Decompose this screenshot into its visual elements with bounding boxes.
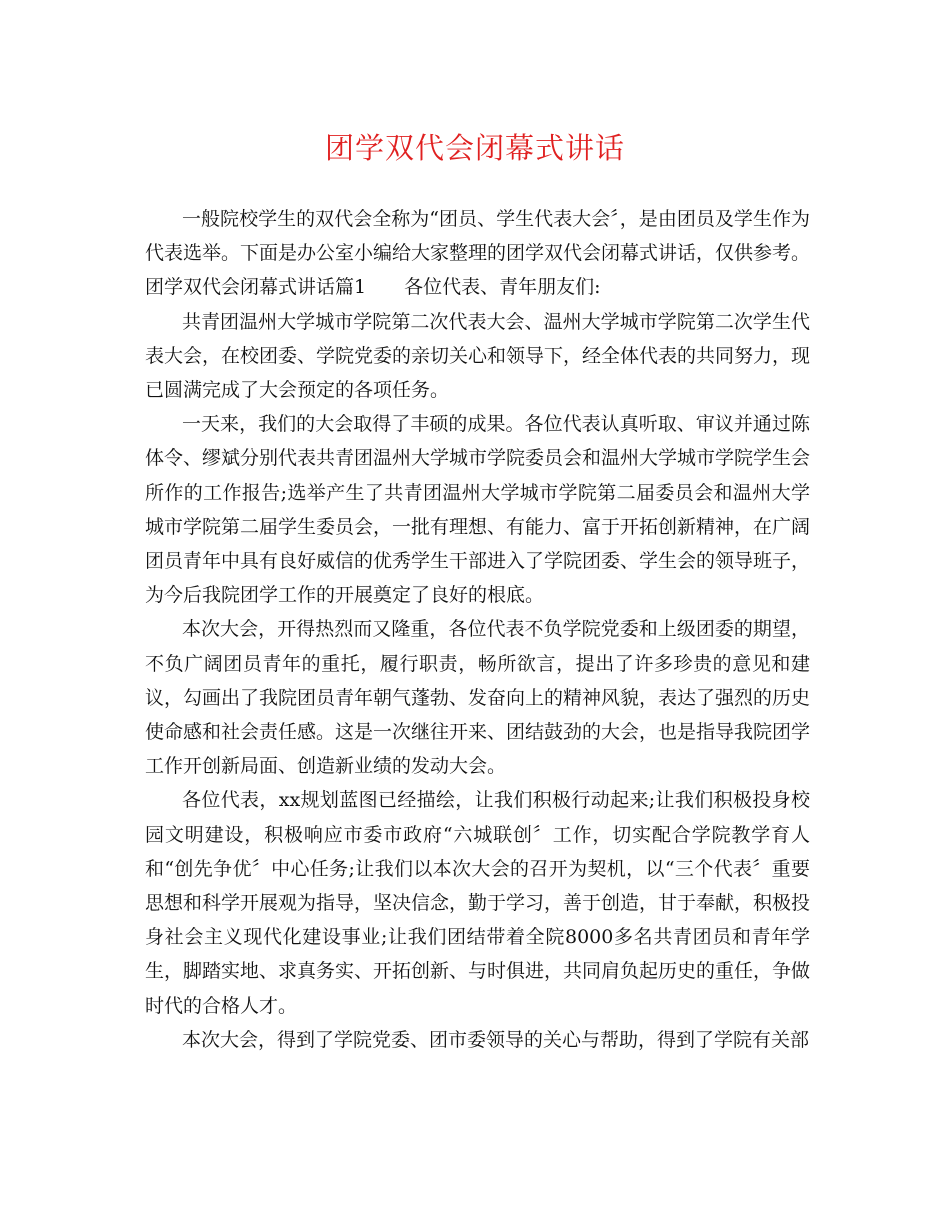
intro-paragraph: 一般院校学生的双代会全称为“团员、学生代表大会〞，是由团员及学生作为代表选举。下面是办公室小编给大家整理的团学双代会闭幕式讲话，仅供参考。 xyxy=(145,208,811,265)
body-paragraph: 一天来，我们的大会取得了丰硕的成果。各位代表认真听取、审议并通过陈体令、缪斌分别代表共青团温州大学城市学院委员会和温州大学城市学院学生会所作的工作报告;选举产生了共青团温州大学城市学院第二届委员会和温州大学城市学院第二届学生委员会，一批有理想、有能力、富于开拓创新精神，在广阔团员青年中具有良好威信的优秀学生干部进入了学院团委、学生会的领导班子，为今后我院团学工作的开展奠定了良好的根底。 xyxy=(145,413,811,607)
salutation: 各位代表、青年朋友们: xyxy=(404,276,601,299)
body-paragraph: 本次大会，得到了学院党委、团市委领导的关心与帮助，得到了学院有关部 xyxy=(182,1028,810,1051)
body-paragraph: 共青团温州大学城市学院第二次代表大会、温州大学城市学院第二次学生代表大会，在校团委、学院党委的亲切关心和领导下，经全体代表的共同努力，现已圆满完成了大会预定的各项任务。 xyxy=(145,310,811,402)
section-heading: 团学双代会闭幕式讲话篇1 xyxy=(145,276,367,299)
body-paragraph: 本次大会，开得热烈而又隆重，各位代表不负学院党委和上级团委的期望，不负广阔团员青年的重托，履行职责，畅所欲言，提出了许多珍贵的意见和建议，勾画出了我院团员青年朝气蓬勃、发奋向上的精神风貌，表达了强烈的历史使命感和社会责任感。这是一次继往开来、团结鼓劲的大会，也是指导我院团学工作开创新局面、创造新业绩的发动大会。 xyxy=(145,618,811,778)
section-heading-line xyxy=(145,270,810,304)
document-title: 团学双代会闭幕式讲话 xyxy=(324,131,625,165)
body-paragraph: 各位代表，xx规划蓝图已经描绘，让我们积极行动起来;让我们积极投身校园文明建设，积极响应市委市政府“六城联创〞工作，切实配合学院教学育人和“创先争优〞中心任务;让我们以本次大会的召开为契机，以“三个代表〞重要思想和科学开展观为指导，坚决信念，勤于学习，善于创造，甘于奉献，积极投身社会主义现代化建设事业;让我们团结带着全院8000多名共青团员和青年学生，脚踏实地、求真务实、开拓创新、与时俱进，共同肩负起历史的重任，争做时代的合格人才。 xyxy=(145,789,811,1017)
document-body xyxy=(145,202,810,1057)
